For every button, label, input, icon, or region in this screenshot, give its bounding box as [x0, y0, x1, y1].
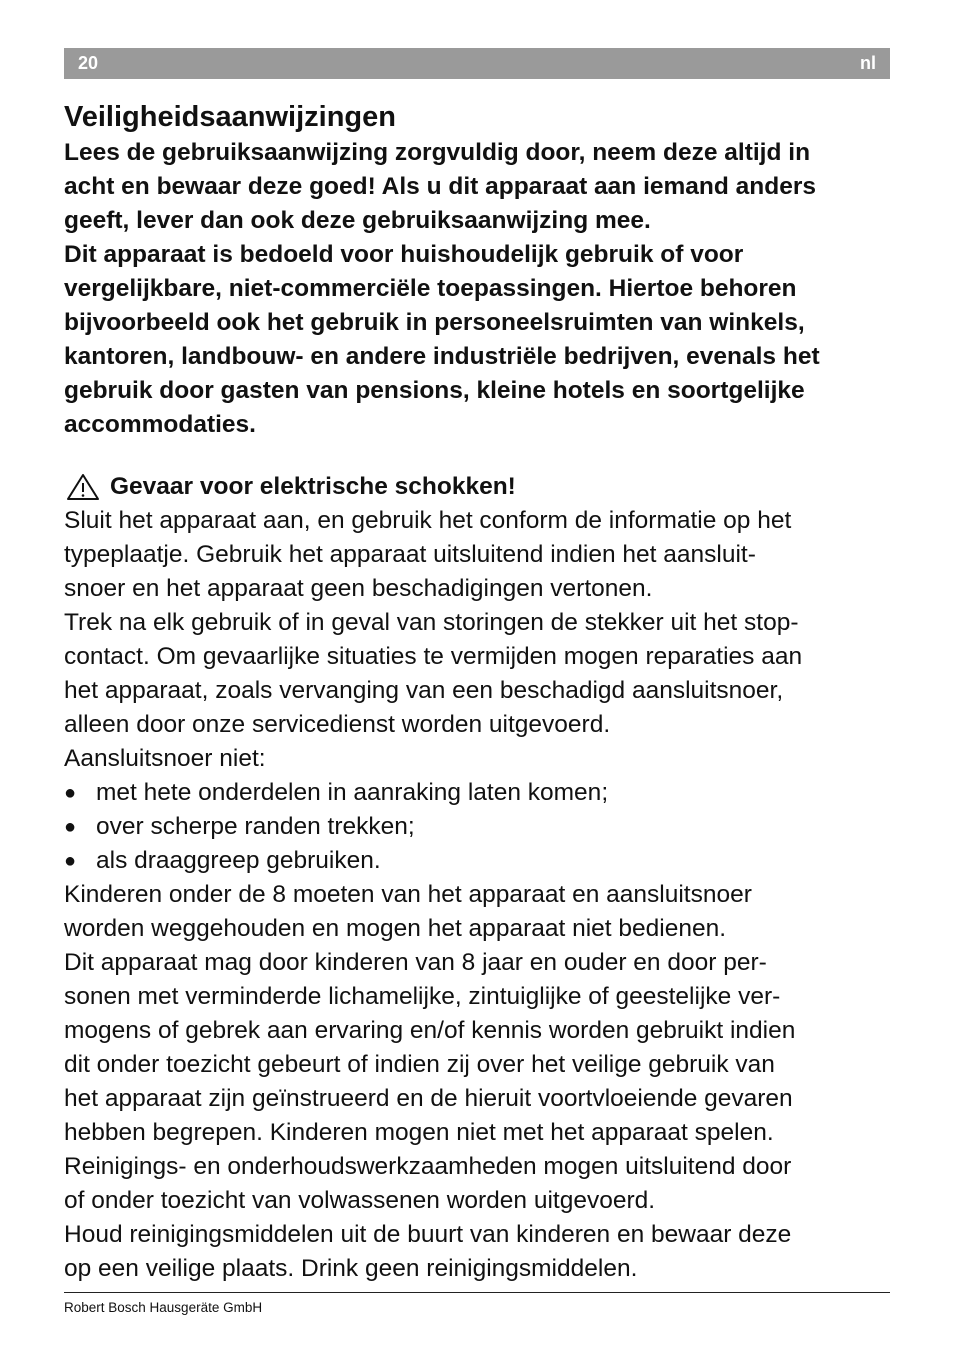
warning-body — [64, 504, 894, 1286]
footer-divider — [64, 1292, 890, 1293]
body-line: of onder toezicht van volwassenen worden uitgevoerd. — [64, 1187, 656, 1214]
body-line: dit onder toezicht gebeurt of indien zij over het veilige gebruik van — [64, 1051, 775, 1078]
intro-line: bijvoorbeeld ook het gebruik in personeelsruimten van winkels, — [64, 309, 805, 336]
page-number: 20 — [78, 53, 99, 73]
bullet-icon: ● — [64, 816, 77, 838]
list-item-text: met hete onderdelen in aanraking laten komen; — [96, 779, 609, 806]
body-line: alleen door onze servicedienst worden uitgevoerd. — [64, 711, 611, 738]
intro-line: geeft, lever dan ook deze gebruiksaanwijzing mee. — [64, 207, 651, 234]
body-line: worden weggehouden en mogen het apparaat niet bedienen. — [64, 915, 727, 942]
warning-heading — [64, 470, 894, 504]
list-item — [64, 776, 894, 810]
list-item — [64, 844, 894, 878]
intro-line: vergelijkbare, niet-commerciële toepassingen. Hiertoe behoren — [64, 275, 797, 302]
body-line: Aansluitsnoer niet: — [64, 745, 266, 772]
list-item-text: als draaggreep gebruiken. — [96, 847, 381, 874]
body-line: op een veilige plaats. Drink geen reinigingsmiddelen. — [64, 1255, 638, 1282]
body-line: Dit apparaat mag door kinderen van 8 jaar en ouder en door per- — [64, 949, 767, 976]
intro-line: Lees de gebruiksaanwijzing zorgvuldig door, neem deze altijd in — [64, 139, 811, 166]
body-line: snoer en het apparaat geen beschadigingen vertonen. — [64, 575, 653, 602]
warning-triangle-icon — [66, 473, 100, 501]
intro-paragraph — [64, 136, 894, 442]
body-line: Sluit het apparaat aan, en gebruik het conform de informatie op het — [64, 507, 792, 534]
body-line: Trek na elk gebruik of in geval van storingen de stekker uit het stop- — [64, 609, 799, 636]
body-line: sonen met verminderde lichamelijke, zintuiglijke of geestelijke ver- — [64, 983, 781, 1010]
body-line: het apparaat, zoals vervanging van een beschadigd aansluitsnoer, — [64, 677, 784, 704]
footer-company: Robert Bosch Hausgeräte GmbH — [64, 1300, 263, 1315]
body-line: typeplaatje. Gebruik het apparaat uitsluitend indien het aansluit- — [64, 541, 756, 568]
bullet-icon: ● — [64, 850, 77, 872]
body-line: Houd reinigingsmiddelen uit de buurt van kinderen en bewaar deze — [64, 1221, 792, 1248]
list-item — [64, 810, 894, 844]
body-line: het apparaat zijn geïnstrueerd en de hieruit voortvloeiende gevaren — [64, 1085, 793, 1112]
language-code: nl — [860, 53, 876, 73]
intro-line: gebruik door gasten van pensions, kleine hotels en soortgelijke — [64, 377, 805, 404]
body-line: contact. Om gevaarlijke situaties te vermijden mogen reparaties aan — [64, 643, 803, 670]
bullet-icon: ● — [64, 782, 77, 804]
body-line: mogens of gebrek aan ervaring en/of kennis worden gebruikt indien — [64, 1017, 796, 1044]
intro-line: kantoren, landbouw- en andere industriële bedrijven, evenals het — [64, 343, 820, 370]
page-content — [64, 98, 894, 1286]
intro-line: Dit apparaat is bedoeld voor huishoudelijk gebruik of voor — [64, 241, 744, 268]
intro-line: acht en bewaar deze goed! Als u dit apparaat aan iemand anders — [64, 173, 816, 200]
body-line: Reinigings- en onderhoudswerkzaamheden mogen uitsluitend door — [64, 1153, 792, 1180]
body-line: Kinderen onder de 8 moeten van het apparaat en aansluitsnoer — [64, 881, 752, 908]
section-title: Veiligheidsaanwijzingen — [64, 101, 396, 133]
warning-heading-text: Gevaar voor elektrische schokken! — [110, 473, 516, 500]
body-line: hebben begrepen. Kinderen mogen niet met het apparaat spelen. — [64, 1119, 774, 1146]
page-header-bar — [64, 48, 890, 79]
intro-line: accommodaties. — [64, 411, 256, 438]
list-item-text: over scherpe randen trekken; — [96, 813, 415, 840]
